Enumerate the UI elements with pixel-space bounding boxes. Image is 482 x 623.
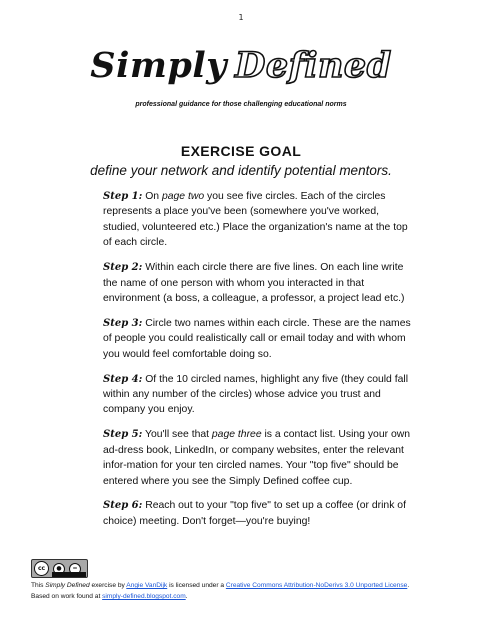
step-text: On [142,191,162,202]
step-text: Circle two names within each circle. These are the names of people you could realistically call or email today and with whom you would feel comfortable doing so. [103,317,411,360]
step-5 [103,427,413,489]
license-text-part: . [407,582,410,589]
license-prefix: This [31,582,46,589]
step-label: Step 6: [103,500,143,512]
cc-icon: cc [34,561,49,576]
exercise-goal-heading: EXERCISE GOAL [180,143,302,159]
license-footer [31,559,471,602]
license-text-part: . [185,593,188,600]
step-3 [103,316,413,362]
license-link[interactable]: Creative Commons Attribution-NoDerivs 3.0 Unported License [225,582,408,589]
tagline: professional guidance for those challenging educational norms [135,101,347,108]
badge-label-bar [52,572,86,577]
simply-defined-logo [0,44,482,88]
step-6 [103,498,413,529]
step-4 [103,372,413,418]
step-text: is a contact list. Using your own ad-dress book, LinkedIn, or company websites, enter the relevant infor-mation for your ten circled names. Your "top five" should be entered where you see the Simply Defined coffee cup. [103,429,411,487]
step-text: you see five circles. Each of the circles represents a place you've been (somewhere you've worked, studied, volunteered etc.) Place the organization's name at the top of each circle. [103,191,408,249]
license-work-title: Simply Defined [45,582,90,589]
license-text [31,580,471,602]
author-link[interactable]: Angie VanDijk [126,582,168,589]
step-label: Step 4: [103,373,143,385]
attribution-person-icon: ● [53,563,65,575]
logo-word-simply: Simply [90,45,228,86]
license-text-part: is licensed under a [167,582,226,589]
steps-list [103,189,413,539]
blog-link[interactable]: simply-defined.blogspot.com [102,593,186,600]
step-emphasis: page three [211,429,262,441]
step-1 [103,189,413,251]
step-text: You'll see that [142,429,212,441]
logo-word-defined: Defined [235,45,392,86]
page-number: 1 [238,13,244,22]
creative-commons-badge[interactable] [31,559,88,578]
exercise-goal-subheading: define your network and identify potential mentors. [90,163,392,178]
step-2 [103,260,413,306]
step-text: Within each circle there are five lines. On each line write the name of one person with whom you interacted in that environment (a boss, a colleague, a professor, a project lead etc.) [103,262,405,304]
step-label: Step 3: [103,317,143,329]
based-on-text: Based on work found at [31,593,103,600]
step-label: Step 2: [103,262,143,274]
step-text: Reach out to your "top five" to set up a coffee (or drink of choice) meeting. Don't forget—you're buying! [103,500,406,527]
no-derivatives-icon: = [69,563,81,575]
license-text-part: exercise by [89,582,127,589]
step-text: Of the 10 circled names, highlight any five (they could fall within any number of the circles) whose advice you trust and company you enjoy. [103,373,409,416]
step-label: Step 1: [103,191,143,202]
step-label: Step 5: [103,429,143,441]
step-emphasis: page two [161,191,205,202]
